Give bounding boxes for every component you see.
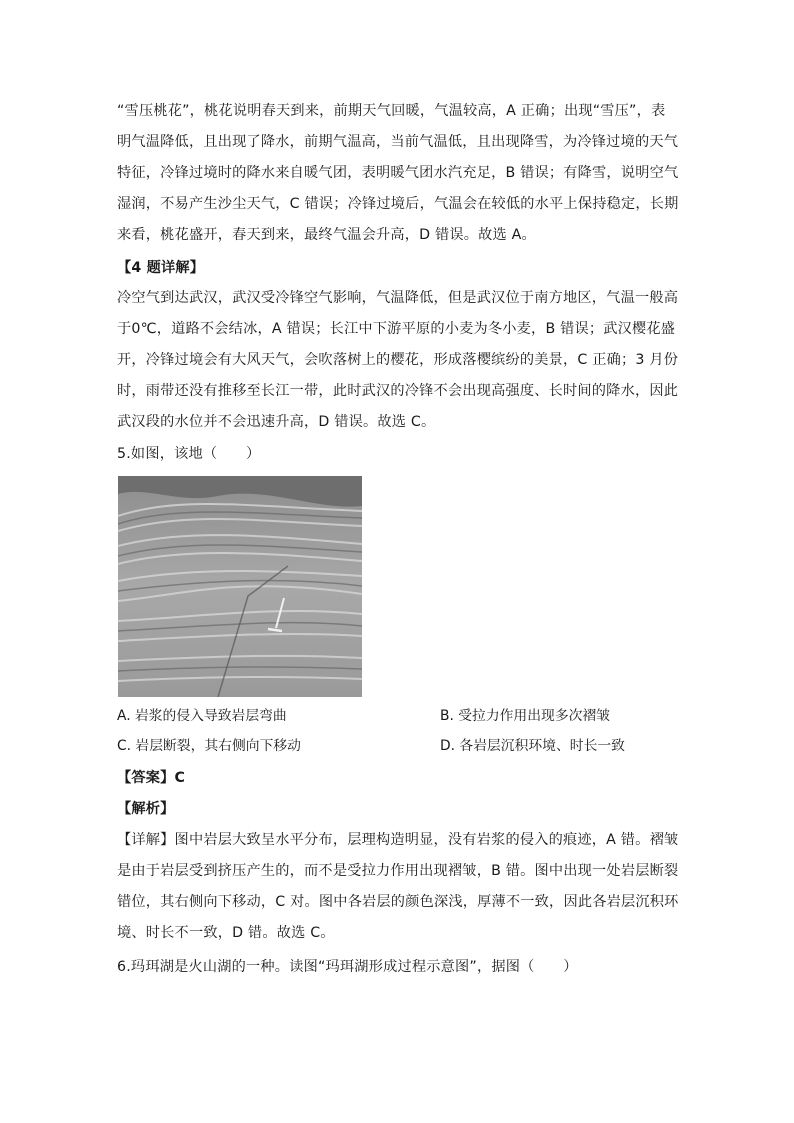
option-c: C. 岩层断裂，其右侧向下移动 <box>117 738 301 754</box>
rock-strata-photo <box>118 476 362 697</box>
question-6: 6.玛珥湖是火山湖的一种。读图“玛珥湖形成过程示意图”，据图（ ） <box>117 959 578 975</box>
explanation-q4: 冷空气到达武汉，武汉受冷锋空气影响，气温降低，但是武汉位于南方地区，气温一般高于0℃，道路不会结冰，A 错误；长江中下游平原的小麦为冬小麦，B 错误；武汉樱花盛开，冷锋过境会有大风天气，会吹落树上的樱花，形成落樱缤纷的美景，C 正确；3 月份时，雨带还没有推移至长江一带，此时武汉的冷锋不会出现高强度、长时间的降水，因此武汉段的水位并不会迅速升高，D 错误。故选 C。 <box>117 290 679 430</box>
option-b: B. 受拉力作用出现多次褶皱 <box>440 708 611 724</box>
option-d: D. 各岩层沉积环境、时长一致 <box>440 738 625 754</box>
answer-label: 【答案】C <box>117 770 186 786</box>
explanation-q5: 【详解】图中岩层大致呈水平分布，层理构造明显，没有岩浆的侵入的痕迹，A 错。褶皱是由于岩层受到挤压产生的，而不是受拉力作用出现褶皱，B 错。图中出现一处岩层断裂错位，其右侧向下移动，C 对。图中各岩层的颜色深浅，厚薄不一致，因此各岩层沉积环境、时长不一致，D 错。故选 C。 <box>117 832 679 941</box>
question-5: 5.如图，该地（ ） <box>117 446 261 462</box>
explanation-q3: “雪压桃花”，桃花说明春天到来，前期天气回暖，气温较高，A 正确；出现“雪压”，表明气温降低，且出现了降水，前期气温高，当前气温低，且出现降雪，为冷锋过境的天气特征，冷锋过境时的降水来自暖气团，表明暖气团水汽充足，B 错误；有降雪，说明空气湿润，不易产生沙尘天气，C 错误；冷锋过境后，气温会在较低的水平上保持稳定，长期来看，桃花盛开，春天到来，最终气温会升高，D 错误。故选 A。 <box>117 103 679 243</box>
heading-q4-detail: 【4 题详解】 <box>117 260 205 276</box>
analysis-heading: 【解析】 <box>117 801 175 817</box>
option-a: A. 岩浆的侵入导致岩层弯曲 <box>117 708 287 724</box>
